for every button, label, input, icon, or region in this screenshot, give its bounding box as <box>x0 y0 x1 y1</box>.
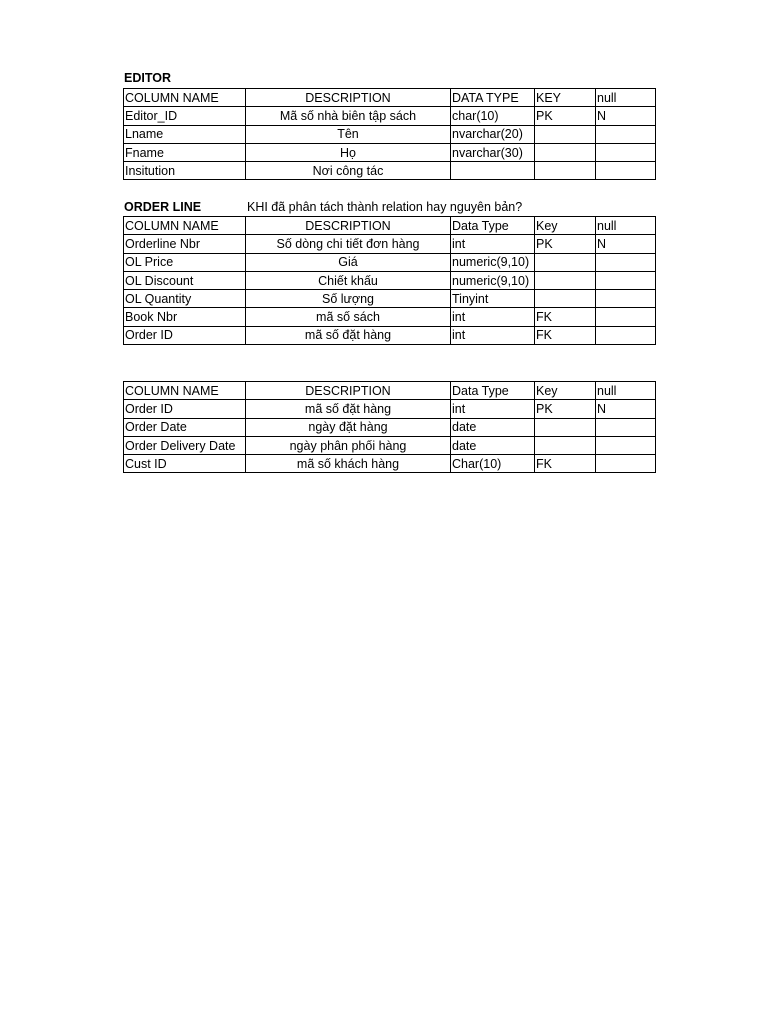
header-cell: null <box>596 217 656 235</box>
table-cell <box>596 290 656 308</box>
table-cell <box>596 253 656 271</box>
table-cell: Editor_ID <box>124 107 246 125</box>
table-cell: int <box>451 400 535 418</box>
header-cell: Key <box>535 217 596 235</box>
table-cell <box>535 436 596 454</box>
table-cell: Chiết khấu <box>246 271 451 289</box>
table-cell: N <box>596 107 656 125</box>
table-cell <box>535 418 596 436</box>
table-row <box>124 235 656 253</box>
table-cell: Cust ID <box>124 455 246 473</box>
table-cell: mã số đặt hàng <box>246 400 451 418</box>
header-cell: COLUMN NAME <box>124 89 246 107</box>
table-header-row <box>124 89 656 107</box>
table-cell: FK <box>535 455 596 473</box>
header-cell: null <box>596 89 656 107</box>
header-cell: COLUMN NAME <box>124 382 246 400</box>
table-row <box>124 125 656 143</box>
editor-table <box>123 88 656 180</box>
table-cell <box>596 271 656 289</box>
table-cell: Orderline Nbr <box>124 235 246 253</box>
table-row <box>124 107 656 125</box>
table-cell: Tinyint <box>451 290 535 308</box>
table-cell <box>535 290 596 308</box>
table-row <box>124 418 656 436</box>
header-cell: Key <box>535 382 596 400</box>
table-cell: Order Delivery Date <box>124 436 246 454</box>
table-cell: int <box>451 326 535 344</box>
table-cell: Số dòng chi tiết đơn hàng <box>246 235 451 253</box>
header-cell: Data Type <box>451 382 535 400</box>
table-cell <box>596 308 656 326</box>
table-row <box>124 290 656 308</box>
table-cell: FK <box>535 308 596 326</box>
table-row <box>124 400 656 418</box>
order-table <box>123 381 656 473</box>
table-cell: ngày đặt hàng <box>246 418 451 436</box>
table-cell: OL Discount <box>124 271 246 289</box>
table-row <box>124 326 656 344</box>
header-cell: Data Type <box>451 217 535 235</box>
table-cell: Fname <box>124 143 246 161</box>
table-cell: numeric(9,10) <box>451 253 535 271</box>
table-cell: nvarchar(30) <box>451 143 535 161</box>
table-row <box>124 253 656 271</box>
table-cell: Insitution <box>124 162 246 180</box>
table-cell: OL Price <box>124 253 246 271</box>
table-cell: numeric(9,10) <box>451 271 535 289</box>
table-cell: Nơi công tác <box>246 162 451 180</box>
table-cell <box>535 143 596 161</box>
table-cell: Order Date <box>124 418 246 436</box>
table-cell: N <box>596 235 656 253</box>
header-cell: null <box>596 382 656 400</box>
header-cell: KEY <box>535 89 596 107</box>
table-cell: Tên <box>246 125 451 143</box>
table-cell: char(10) <box>451 107 535 125</box>
header-cell: DESCRIPTION <box>246 217 451 235</box>
table-row <box>124 143 656 161</box>
table-cell: Order ID <box>124 326 246 344</box>
header-cell: DESCRIPTION <box>246 382 451 400</box>
table-cell: OL Quantity <box>124 290 246 308</box>
table-cell: Giá <box>246 253 451 271</box>
table-cell: Số lượng <box>246 290 451 308</box>
table-row <box>124 455 656 473</box>
table-cell: date <box>451 418 535 436</box>
table-cell <box>596 455 656 473</box>
table-cell: mã số khách hàng <box>246 455 451 473</box>
header-cell: COLUMN NAME <box>124 217 246 235</box>
table-cell: ngày phân phối hàng <box>246 436 451 454</box>
table-cell: int <box>451 308 535 326</box>
order-line-note: KHI đã phân tách thành relation hay nguyên bản? <box>247 200 523 214</box>
table-cell: nvarchar(20) <box>451 125 535 143</box>
table-row <box>124 436 656 454</box>
table-row <box>124 308 656 326</box>
header-cell: DESCRIPTION <box>246 89 451 107</box>
table-cell <box>596 326 656 344</box>
table-cell <box>535 162 596 180</box>
table-cell: Mã số nhà biên tập sách <box>246 107 451 125</box>
table-cell <box>596 436 656 454</box>
header-cell: DATA TYPE <box>451 89 535 107</box>
table-row <box>124 271 656 289</box>
table-cell: PK <box>535 235 596 253</box>
table-cell: int <box>451 235 535 253</box>
table-row <box>124 162 656 180</box>
table-cell: FK <box>535 326 596 344</box>
table-cell: N <box>596 400 656 418</box>
table-cell <box>535 253 596 271</box>
order-line-section-title: ORDER LINE <box>124 200 202 214</box>
table-cell: PK <box>535 107 596 125</box>
table-cell: PK <box>535 400 596 418</box>
table-cell: Họ <box>246 143 451 161</box>
table-cell <box>596 125 656 143</box>
order-line-table <box>123 216 656 345</box>
table-cell <box>596 418 656 436</box>
table-cell: Lname <box>124 125 246 143</box>
table-cell <box>451 162 535 180</box>
table-cell <box>535 125 596 143</box>
table-cell <box>596 162 656 180</box>
table-cell: date <box>451 436 535 454</box>
table-cell: Char(10) <box>451 455 535 473</box>
table-cell: mã số đặt hàng <box>246 326 451 344</box>
table-cell <box>596 143 656 161</box>
table-cell: mã số sách <box>246 308 451 326</box>
editor-section-title: EDITOR <box>124 71 171 85</box>
table-cell <box>535 271 596 289</box>
table-cell: Book Nbr <box>124 308 246 326</box>
table-header-row <box>124 382 656 400</box>
table-cell: Order ID <box>124 400 246 418</box>
table-header-row <box>124 217 656 235</box>
